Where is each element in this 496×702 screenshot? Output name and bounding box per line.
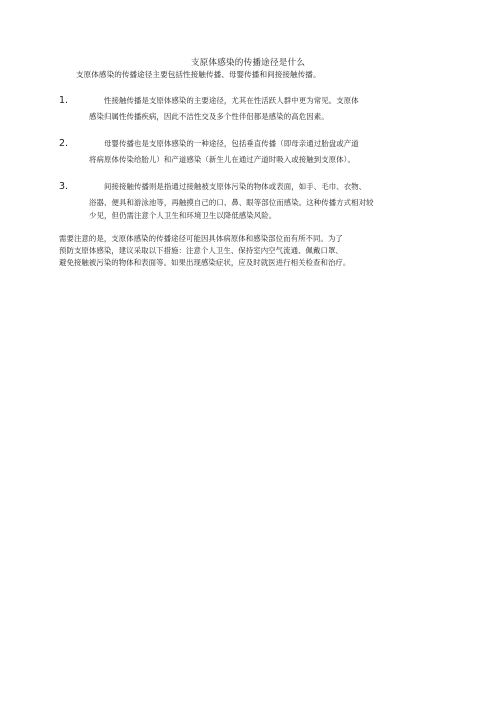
closing-line: 避免接触被污染的物体和表面等。如果出现感染症状，应及时就医进行相关检查和治疗。 (59, 258, 351, 267)
intro-paragraph: 支原体感染的传播途径主要包括性接触传播、母婴传播和间接接触传播。 (76, 70, 321, 79)
list-item-line: 感染归属性传播疾病，因此不洁性交及多个性伴侣都是感染的高危因素。 (89, 112, 329, 121)
list-item-line: 浴器、便具和游泳池等，再触摸自己的口、鼻、眼等部位而感染。这种传播方式相对较 (89, 198, 374, 207)
list-item-number: 2. (59, 138, 69, 149)
list-item-line: 将病原体传染给胎儿）和产道感染（新生儿在通过产道时吸入或接触到支原体）。 (89, 155, 355, 164)
closing-line: 需要注意的是，支原体感染的传播途径可能因具体病原体和感染部位而有所不同。为了 (59, 234, 343, 243)
list-item-line: 母婴传播也是支原体感染的一种途径，包括垂直传播（即母亲通过胎盘或产道 (104, 139, 359, 148)
list-item-line: 少见，但仍需注意个人卫生和环境卫生以降低感染风险。 (89, 211, 277, 220)
list-item-line: 间接接触传播则是指通过接触被支原体污染的物体或表面，如手、毛巾、衣物、 (104, 182, 367, 191)
list-item-number: 3. (59, 181, 69, 192)
list-item-number: 1. (59, 95, 69, 106)
document-title: 支原体感染的传播途径是什么 (190, 58, 306, 68)
list-item-line: 性接触传播是支原体感染的主要途径，尤其在性活跃人群中更为常见。支原体 (104, 96, 359, 105)
closing-line: 预防支原体感染，建议采取以下措施：注意个人卫生、保持室内空气流通、佩戴口罩、 (59, 246, 343, 255)
